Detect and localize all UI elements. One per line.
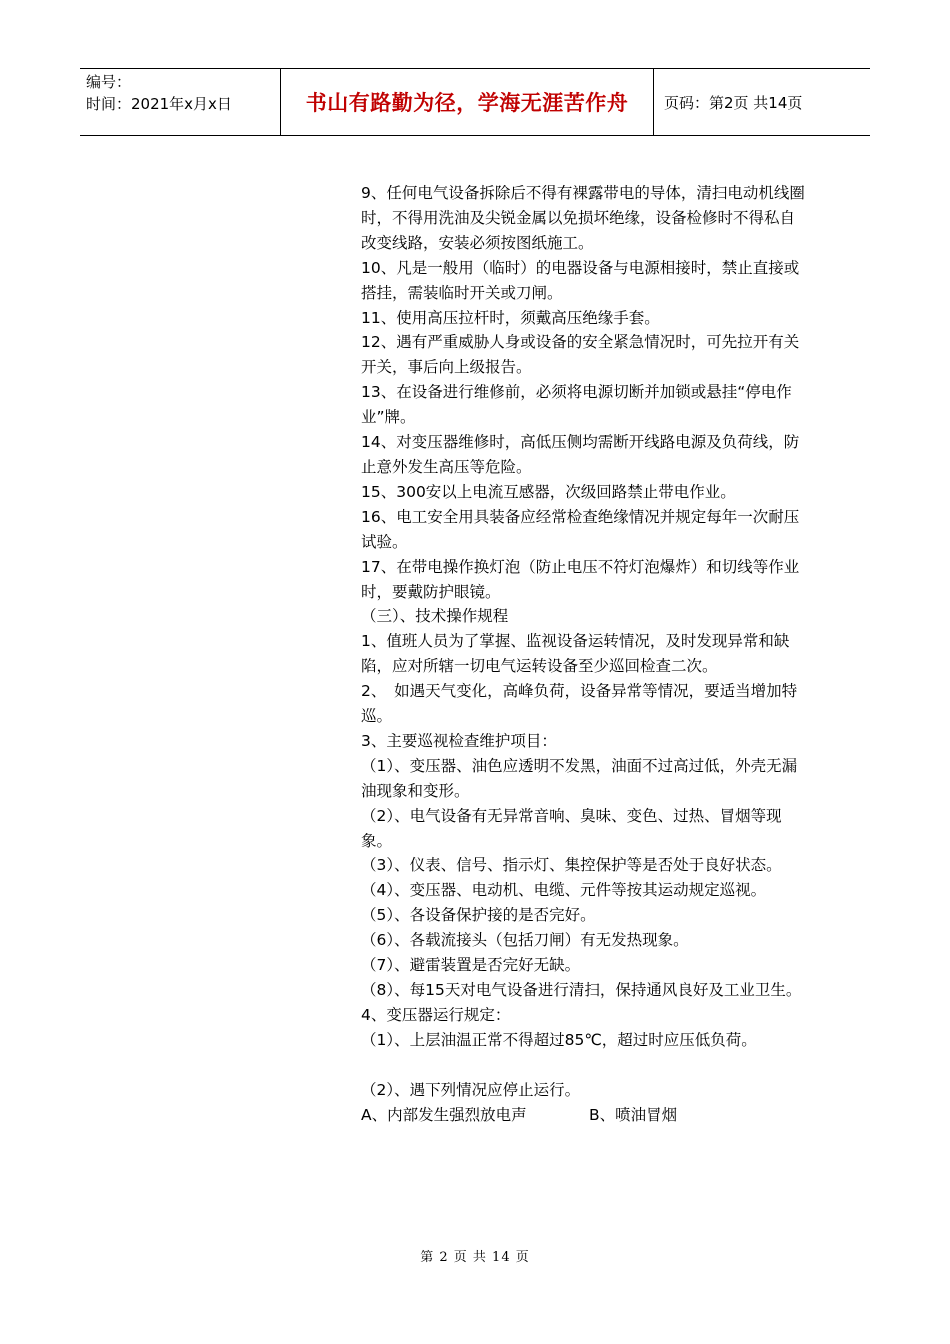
- section-heading: （三）、技术操作规程: [361, 607, 509, 626]
- paragraph: 10、凡是一般用（临时）的电器设备与电源相接时，禁止直接或搭挂，需装临时开关或刀闸。: [361, 258, 800, 302]
- paragraph: （1）、变压器、油色应透明不发黑，油面不过高过低，外壳无漏油现象和变形。: [361, 756, 798, 800]
- paragraph: 12、遇有严重威胁人身或设备的安全紧急情况时，可先拉开有关开关，事后向上级报告。: [361, 333, 800, 377]
- paragraph: 16、电工安全用具装备应经常检查绝缘情况并规定每年一次耐压试验。: [361, 507, 800, 551]
- paragraph: 2、 如遇天气变化，高峰负荷，设备异常等情况，要适当增加特巡。: [361, 682, 798, 726]
- condition-items: [361, 1103, 806, 1128]
- paragraph: （2）、遇下列情况应停止运行。: [361, 1080, 581, 1099]
- paragraph: 11、使用高压拉杆时，须戴高压绝缘手套。: [361, 308, 660, 327]
- paragraph: 15、300安以上电流互感器，次级回路禁止带电作业。: [361, 482, 736, 501]
- paragraph: 13、在设备进行维修前，必须将电源切断并加锁或悬挂“停电作业”牌。: [361, 383, 792, 427]
- paragraph: （2）、电气设备有无异常音响、臭味、变色、过热、冒烟等现象。: [361, 806, 782, 850]
- condition-item-a: A、内部发生强烈放电声: [361, 1105, 527, 1124]
- header-page-info: 页码：第2页 共14页: [664, 93, 803, 112]
- header-meta-cell: [80, 69, 281, 135]
- paragraph: （7）、避雷装置是否完好无缺。: [361, 956, 581, 975]
- paragraph: 14、对变压器维修时，高低压侧均需断开线路电源及负荷线，防止意外发生高压等危险。: [361, 433, 800, 476]
- header-table: [80, 68, 870, 136]
- paragraph: 17、在带电操作换灯泡（防止电压不符灯泡爆炸）和切线等作业时，要戴防护眼镜。: [361, 557, 800, 601]
- condition-item-b: B、喷油冒烟: [589, 1105, 678, 1124]
- paragraph: （4）、变压器、电动机、电缆、元件等按其运动规定巡视。: [361, 881, 767, 900]
- header-motto-cell: [281, 69, 654, 135]
- page-footer: 第 2 页 共 14 页: [420, 1250, 530, 1265]
- paragraph: 4、变压器运行规定：: [361, 1005, 511, 1024]
- paragraph: （6）、各载流接头（包括刀闸）有无发热现象。: [361, 931, 689, 950]
- motto-text: 书山有路勤为径，学海无涯苦作舟: [305, 91, 629, 115]
- paragraph: （3）、仪表、信号、指示灯、集控保护等是否处于良好状态。: [361, 856, 782, 875]
- header-page-cell: [654, 69, 870, 135]
- paragraph: （1）、上层油温正常不得超过85℃，超过时应压低负荷。: [361, 1030, 757, 1049]
- document-number-label: 编号：: [86, 73, 132, 91]
- paragraph: （8）、每15天对电气设备进行清扫，保持通风良好及工业卫生。: [361, 981, 802, 999]
- document-time-label: 时间：2021年x月x日: [86, 95, 232, 113]
- paragraph: 1、值班人员为了掌握、监视设备运转情况，及时发现异常和缺陷，应对所辖一切电气运转设备至少巡回检查二次。: [361, 632, 790, 676]
- paragraph: 9、任何电气设备拆除后不得有裸露带电的导体，清扫电动机线圈时，不得用洗油及尖锐金属以免损坏绝缘，设备检修时不得私自改变线路，安装必须按图纸施工。: [361, 184, 805, 252]
- document-body: [361, 181, 806, 1127]
- paragraph: （5）、各设备保护接的是否完好。: [361, 906, 596, 925]
- paragraph: 3、主要巡视检查维护项目：: [361, 731, 557, 750]
